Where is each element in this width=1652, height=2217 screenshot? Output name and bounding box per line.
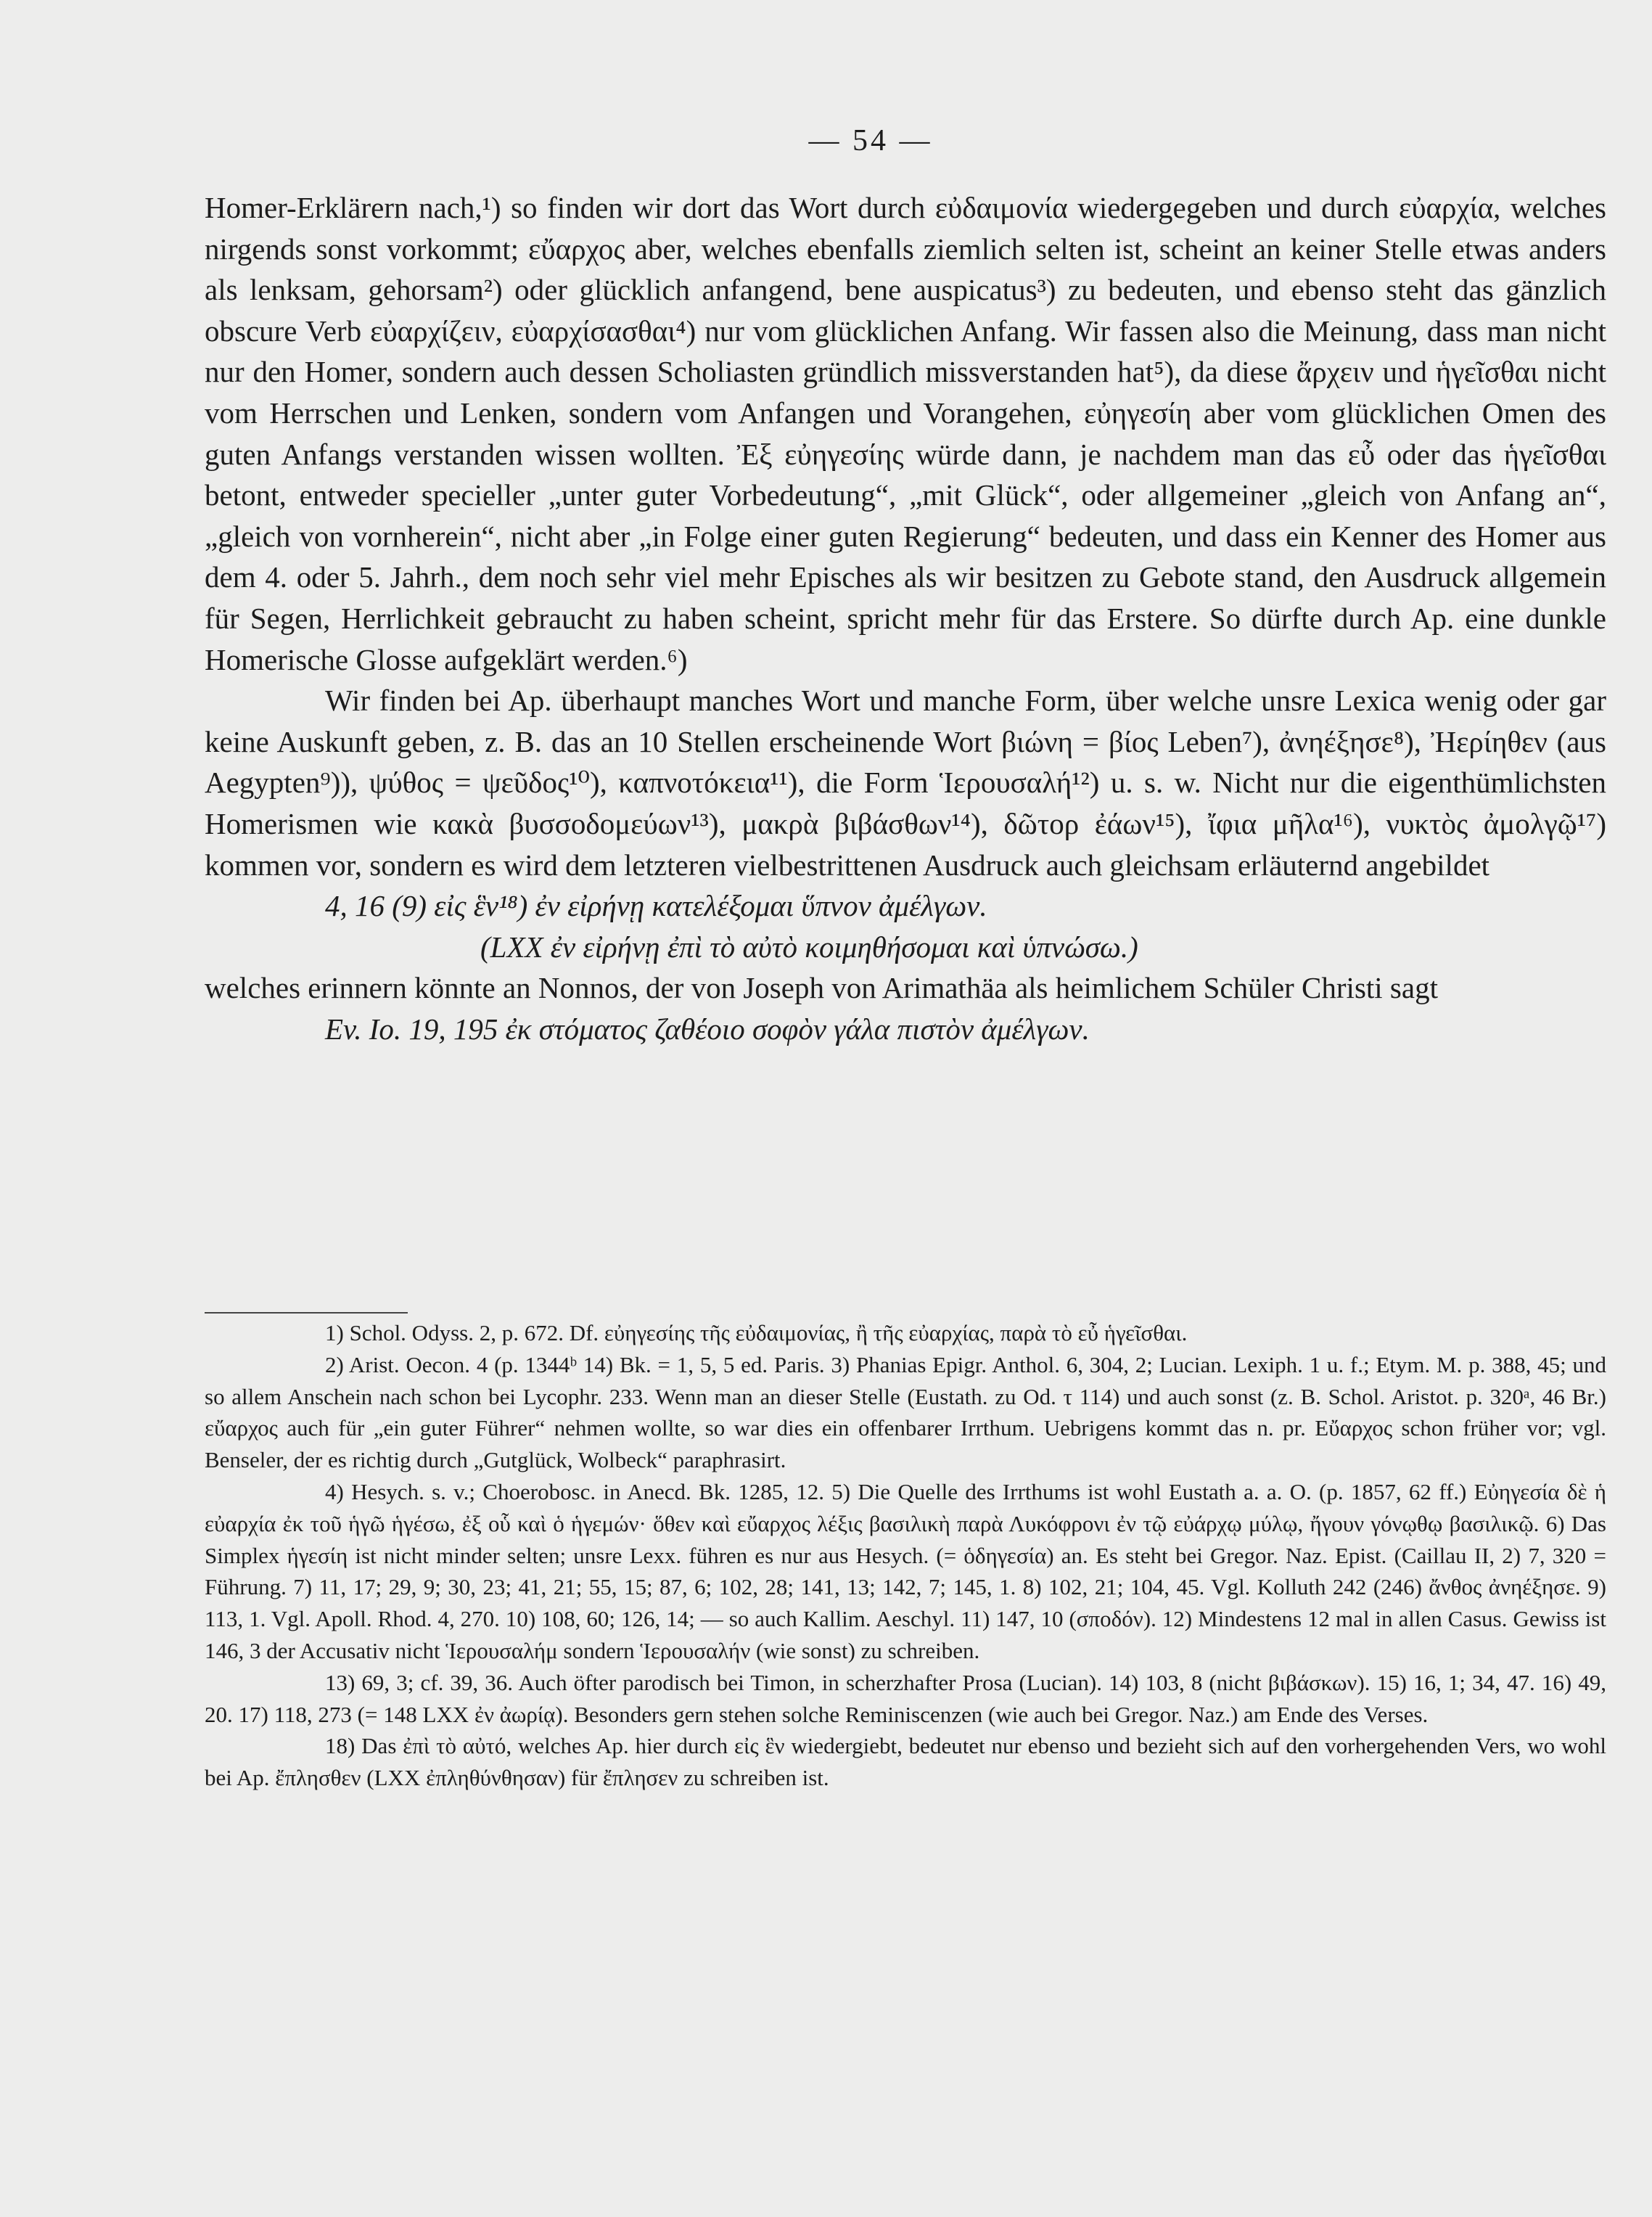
quote-evangelium: Ev. Io. 19, 195 ἐκ στόματος ζαθέοιο σοφὸν γάλα πιστὸν ἀμέλγων.	[325, 1012, 1090, 1046]
footnote-divider	[205, 1312, 408, 1314]
page-number: — 54 —	[808, 124, 933, 157]
paragraph-nonnos: welches erinnern könnte an Nonnos, der von Joseph von Arimathäa als heimlichem Schüler Christi sagt	[205, 971, 1438, 1005]
footnote-18: 18) Das ἐπὶ τὸ αὐτό, welches Ap. hier durch εἰς ἓν wiedergiebt, bedeutet nur ebenso und bezieht sich auf den vorhergehenden Vers, wo wohl bei Ap. ἔπλησθεν (LXX ἐπληθύνθησαν) für ἔπλησεν zu schreiben ist.	[205, 1733, 1606, 1791]
footnote-1: 1) Schol. Odyss. 2, p. 672. Df. εὐηγεσίης τῆς εὐδαιμονίας, ἢ τῆς εὐαρχίας, παρὰ τὸ εὖ ἡγεῖσθαι.	[325, 1320, 1188, 1345]
paragraph-lexica: Wir finden bei Ap. überhaupt manches Wort und manche Form, über welche unsre Lexica wenig oder gar keine Auskunft geben, z. B. das an 10 Stellen erscheinende Wort βιώνη = βίος Leben⁷), ἀνηέξησε⁸), Ἠερίηθεν (aus Aegypten⁹)), ψύθος = ψεῦδος¹⁰), καπνοτόκεια¹¹), die Form Ἱερουσαλή¹²) u. s. w. Nicht nur die eigenthümlichsten Homerismen wie κακὰ βυσσοδομεύων¹³), μακρὰ βιβάσθων¹⁴), δῶτορ ἐάων¹⁵), ἴφια μῆλα¹⁶), νυκτὸς ἀμολγῷ¹⁷) kommen vor, sondern es wird dem letzteren vielbestrittenen Ausdruck auch gleichsam erläuternd angebildet	[205, 684, 1606, 882]
footnotes	[205, 1317, 1606, 1794]
quote-verse-4-16: 4, 16 (9) εἰς ἓν¹⁸) ἐν εἰρήνῃ κατελέξομαι ὕπνον ἀμέλγων.	[325, 889, 987, 923]
main-text	[205, 187, 1606, 1049]
footnote-4-12: 4) Hesych. s. v.; Choerobosc. in Anecd. Bk. 1285, 12. 5) Die Quelle des Irrthums ist wohl Eustath a. a. O. (p. 1857, 62 ff.) Εὐηγεσία δὲ ἡ εὐαρχία ἐκ τοῦ ἡγῶ ἡγέσω, ἐξ οὗ καὶ ὁ ἡγεμών· ὅθεν καὶ εὔαρχος λέξις βασιλικὴ παρὰ Λυκόφρονι ἐν τῷ εὐάρχῳ μύλῳ, ἤγουν γόνῳθῳ βασιλικῷ. 6) Das Simplex ἡγεσίη ist nicht minder selten; unsre Lexx. führen es nur aus Hesych. (= ὁδηγεσία) an. Es steht bei Gregor. Naz. Epist. (Caillau II, 2) 7, 320 = Führung. 7) 11, 17; 29, 9; 30, 23; 41, 21; 55, 15; 87, 6; 102, 28; 141, 13; 142, 7; 145, 1. 8) 102, 21; 104, 45. Vgl. Kolluth 242 (246) ἄνθος ἀνηέξησε. 9) 113, 1. Vgl. Apoll. Rhod. 4, 270. 10) 108, 60; 126, 14; — so auch Kallim. Aeschyl. 11) 147, 10 (σποδόν). 12) Mindestens 12 mal in allen Casus. Gewiss ist 146, 3 der Accusativ nicht Ἱερουσαλήμ sondern Ἱερουσαλήν (wie sonst) zu schreiben.	[205, 1478, 1606, 1663]
footnote-13-17: 13) 69, 3; cf. 39, 36. Auch öfter parodisch bei Timon, in scherzhafter Prosa (Lucian). 14) 103, 8 (nicht βιβάσκων). 15) 16, 1; 34, 47. 16) 49, 20. 17) 118, 273 (= 148 LXX ἐν ἀωρίᾳ). Besonders gern stehen solche Reminiscenzen (wie auch bei Gregor. Naz.) am Ende des Verses.	[205, 1669, 1606, 1727]
paragraph-homer-glosse: Homer-Erklärern nach,¹) so finden wir dort das Wort durch εὐδαιμονία wiedergegeben und durch εὐαρχία, welches nirgends sonst vorkommt; εὔαρχος aber, welches ebenfalls ziemlich selten ist, scheint an keiner Stelle etwas anders als lenksam, gehorsam²) oder glücklich anfangend, bene auspicatus³) zu bedeuten, und ebenso steht das gänzlich obscure Verb εὐαρχίζειν, εὐαρχίσασθαι⁴) nur vom glücklichen Anfang. Wir fassen also die Meinung, dass man nicht nur den Homer, sondern auch dessen Scholiasten gründlich missverstanden hat⁵), da diese ἄρχειν und ἡγεῖσθαι nicht vom Herrschen und Lenken, sondern vom Anfangen und Vorangehen, εὐηγεσίη aber vom glücklichen Omen des guten Anfangs verstanden wissen wollten. Ἐξ εὐηγεσίης würde dann, je nachdem man das εὖ oder das ἡγεῖσθαι betont, entweder specieller „unter guter Vorbedeutung“, „mit Glück“, oder allgemeiner „gleich von Anfang an“, „gleich von vornherein“, nicht aber „in Folge einer guten Regierung“ bedeuten, und dass ein Kenner des Homer aus dem 4. oder 5. Jahrh., dem noch sehr viel mehr Episches als wir besitzen zu Gebote stand, den Ausdruck allgemein für Segen, Herrlichkeit gebraucht zu haben scheint, spricht mehr für das Erstere. So dürfte durch Ap. eine dunkle Homerische Glosse aufgeklärt werden.⁶)	[205, 191, 1606, 676]
quote-lxx: (LXX ἐν εἰρήνῃ ἐπὶ τὸ αὐτὸ κοιμηθήσομαι καὶ ὑπνώσω.)	[480, 930, 1138, 964]
footnote-2-3: 2) Arist. Oecon. 4 (p. 1344ᵇ 14) Bk. = 1, 5, 5 ed. Paris. 3) Phanias Epigr. Anthol. 6, 304, 2; Lucian. Lexiph. 1 u. f.; Etym. M. p. 388, 45; und so allem Anschein nach schon bei Lycophr. 233. Wenn man an dieser Stelle (Eustath. zu Od. τ 114) und auch sonst (z. B. Schol. Aristot. p. 320ᵃ, 46 Br.) εὔαρχος auch für „ein guter Führer“ nehmen wollte, so war dies ein offenbarer Irrthum. Uebrigens kommt das n. pr. Εὔαρχος schon früher vor; vgl. Benseler, der es richtig durch „Gutglück, Wolbeck“ paraphrasirt.	[205, 1351, 1606, 1473]
